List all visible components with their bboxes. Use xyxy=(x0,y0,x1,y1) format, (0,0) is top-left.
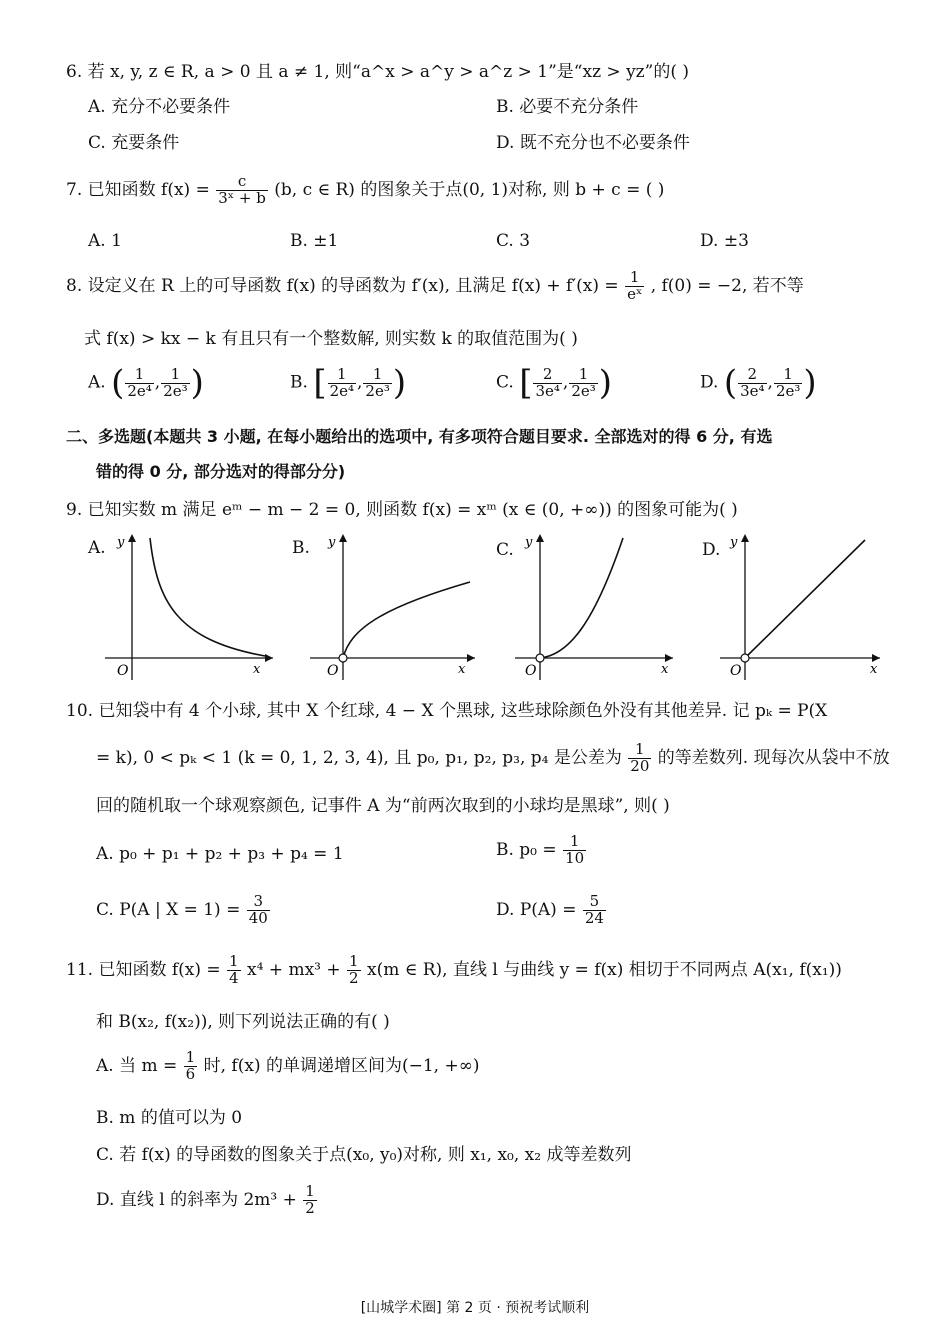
q11-a-prefix: A. 当 m = xyxy=(96,1055,178,1076)
q8-c-num1: 2 xyxy=(533,367,561,384)
q9-graph-b xyxy=(310,530,480,680)
q10-frac-den: 20 xyxy=(630,756,650,775)
q8-c-right: ) xyxy=(598,363,613,403)
graph-b-curve xyxy=(343,582,470,658)
q9-option-c-label: C. xyxy=(496,540,514,560)
q8-c-den1: 3e⁴ xyxy=(535,381,560,400)
q7-fraction xyxy=(216,174,268,207)
q8-option-b: B. [ $\frac{1}{\text{2e⁴}}$ , $\frac{1}{\text{2e³}}$ ) xyxy=(290,363,407,403)
graph-a-origin: O xyxy=(117,663,129,679)
q10-stem-line1: 10. 已知袋中有 4 个小球, 其中 X 个红球, 4 − X 个黑球, 这些球除颜色外没有其他差异. 记 pₖ = P(X xyxy=(66,701,828,721)
q11-a-den: 6 xyxy=(185,1064,196,1083)
q11-d-num: 1 xyxy=(305,1182,315,1200)
graph-d-y-arrow xyxy=(741,534,749,542)
q9-option-a-label: A. xyxy=(88,538,106,558)
q8-b-right: ) xyxy=(392,363,407,403)
q11-option-a xyxy=(96,1050,480,1083)
q8-d-num2: 1 xyxy=(774,367,802,384)
graph-d-line xyxy=(745,540,865,658)
q9-graph-d xyxy=(720,530,890,680)
q8-a-num1: 1 xyxy=(125,367,153,384)
q8-b-num1: 1 xyxy=(328,367,356,384)
graph-d-open-point xyxy=(741,654,749,662)
q8-d-den1: 3e⁴ xyxy=(740,381,765,400)
q8-d-right: ) xyxy=(803,363,817,403)
q10-option-c xyxy=(96,894,271,927)
q8-line1-suffix: , f(0) = −2, 若不等 xyxy=(650,275,804,296)
graph-d-x-arrow xyxy=(872,654,880,662)
q7-frac-den: 3ˣ + b xyxy=(218,188,266,207)
q8-b-left: [ xyxy=(313,363,327,403)
q9-stem: 9. 已知实数 m 满足 eᵐ − m − 2 = 0, 则函数 f(x) = xᵐ (x ∈ (0, +∞)) 的图象可能为( ) xyxy=(66,500,738,520)
q8-c-num2: 1 xyxy=(569,367,597,384)
q10-c-num: 3 xyxy=(247,894,270,911)
q8-a-left: ( xyxy=(111,363,125,403)
q11-f2-den: 2 xyxy=(349,968,359,987)
q10-b-prefix: B. p₀ = xyxy=(496,839,557,860)
q8-frac-den: eˣ xyxy=(627,284,643,303)
q10-c-den: 40 xyxy=(248,908,268,927)
q11-f1-num: 1 xyxy=(229,952,239,970)
q8-frac-num: 1 xyxy=(625,270,644,287)
q10-c-prefix: C. P(A | X = 1) = xyxy=(96,899,241,920)
q10-line2-prefix: = k), 0 < pₖ < 1 (k = 0, 1, 2, 3, 4), 且 p₀, p₁, p₂, p₃, p₄ 是公差为 xyxy=(96,747,622,768)
q8-a-den2: 2e³ xyxy=(163,381,188,400)
q8-option-d: D. ( $\frac{2}{\text{3e⁴}}$ , $\frac{1}{\text{2e³}}$ ) xyxy=(700,363,817,403)
q8-stem-line1 xyxy=(66,270,804,303)
graph-b-y-arrow xyxy=(339,534,347,542)
q11-stem-line2: 和 B(x₂, f(x₂)), 则下列说法正确的有( ) xyxy=(96,1012,390,1032)
q8-d-num1: 2 xyxy=(738,367,766,384)
q6-option-a: A. 充分不必要条件 xyxy=(88,97,231,117)
q11-f2-num: 1 xyxy=(349,952,359,970)
q8-d-den2: 2e³ xyxy=(775,381,801,400)
q6-stem: 6. 若 x, y, z ∈ R, a > 0 且 a ≠ 1, 则“a^x > a^y > a^z > 1”是“xz > yz”的( ) xyxy=(66,62,689,82)
q11-option-c: C. 若 f(x) 的导函数的图象关于点(x₀, y₀)对称, 则 x₁, x₀, x₂ 成等差数列 xyxy=(96,1145,632,1165)
q8-option-a-label: A. xyxy=(88,372,106,393)
q11-a-num: 1 xyxy=(185,1048,196,1066)
q8-b-den2: 2e³ xyxy=(365,381,390,400)
q8-a-num2: 1 xyxy=(161,367,189,384)
q8-fraction xyxy=(625,270,644,303)
q11-stem-line1 xyxy=(66,954,842,987)
q10-d-prefix: D. P(A) = xyxy=(496,899,577,920)
q8-option-c-label: C. xyxy=(496,372,514,393)
q11-option-d xyxy=(96,1184,318,1217)
page-footer: [山城学术圈] 第 2 页 · 预祝考试顺利 xyxy=(360,1300,590,1316)
q10-line2-suffix: 的等差数列. 现每次从袋中不放 xyxy=(657,747,890,768)
q7-frac-num: c xyxy=(216,174,268,191)
q10-frac-num: 1 xyxy=(628,742,651,759)
q8-option-c: C. [ $\frac{2}{\text{3e⁴}}$ , $\frac{1}{\text{2e³}}$ ) xyxy=(496,363,613,403)
q10-d-den: 24 xyxy=(584,908,604,927)
graph-c-y-label: y xyxy=(525,535,533,550)
graph-c-origin: O xyxy=(525,663,537,679)
q10-d-num: 5 xyxy=(583,894,606,911)
q10-stem-line3: 回的随机取一个球观察颜色, 记事件 A 为“前两次取到的小球均是黑球”, 则( ) xyxy=(96,796,670,816)
q6-option-c: C. 充要条件 xyxy=(88,133,180,153)
q11-a-suffix: 时, f(x) 的单调递增区间为(−1, +∞) xyxy=(203,1055,480,1076)
q8-c-left: [ xyxy=(519,363,533,403)
q6-option-b: B. 必要不充分条件 xyxy=(496,97,639,117)
graph-b-x-label: x xyxy=(458,662,466,677)
graph-b-x-arrow xyxy=(467,654,475,662)
q11-option-b: B. m 的值可以为 0 xyxy=(96,1108,243,1128)
q7-option-b: B. ±1 xyxy=(290,231,339,251)
q8-b-num2: 1 xyxy=(363,367,391,384)
q9-option-d-label: D. xyxy=(702,540,721,560)
q9-graph-c xyxy=(515,530,685,680)
q7-option-c: C. 3 xyxy=(496,231,531,251)
q10-option-b xyxy=(496,834,587,867)
graph-c-x-arrow xyxy=(665,654,673,662)
q9-option-b-label: B. xyxy=(292,538,310,558)
q8-line1-prefix: 8. 设定义在 R 上的可导函数 f(x) 的导函数为 f′(x), 且满足 f(x) + f′(x) = xyxy=(66,275,619,296)
q8-option-a: A. ( $\frac{1}{\text{2e⁴}}$ , $\frac{1}{\text{2e³}}$ ) xyxy=(88,363,204,403)
q8-option-b-label: B. xyxy=(290,372,308,393)
q11-line1-c: x(m ∈ R), 直线 l 与曲线 y = f(x) 相切于不同两点 A(x₁, f(x₁)) xyxy=(366,959,842,980)
q10-stem-line2 xyxy=(96,742,890,775)
graph-b-open-point xyxy=(339,654,347,662)
graph-a-curve xyxy=(150,538,265,656)
q8-stem-line2: 式 f(x) > kx − k 有且只有一个整数解, 则实数 k 的取值范围为( ) xyxy=(84,329,578,349)
graph-d-x-label: x xyxy=(870,662,878,677)
q10-b-den: 10 xyxy=(565,848,585,867)
q11-line1-b: x⁴ + mx³ + xyxy=(247,959,341,980)
graph-c-open-point xyxy=(536,654,544,662)
graph-c-x-label: x xyxy=(661,662,669,677)
q8-d-left: ( xyxy=(723,363,738,403)
q7-stem xyxy=(66,174,664,207)
q10-b-num: 1 xyxy=(563,834,586,851)
section2-header-line1: 二、多选题(本题共 3 小题, 在每小题给出的选项中, 有多项符合题目要求. 全部选对的得 6 分, 有选 xyxy=(66,427,773,446)
graph-b-origin: O xyxy=(327,663,339,679)
graph-a-x-label: x xyxy=(253,662,261,677)
q8-option-d-label: D. xyxy=(700,372,719,393)
graph-d-origin: O xyxy=(730,663,742,679)
q8-a-den1: 2e⁴ xyxy=(127,381,152,400)
graph-a-y-label: y xyxy=(117,535,125,550)
q7-option-d: D. ±3 xyxy=(700,231,749,251)
graph-d-y-label: y xyxy=(730,535,738,550)
graph-c-curve xyxy=(540,538,623,658)
q9-graph-a xyxy=(105,530,275,680)
q10-option-a: A. p₀ + p₁ + p₂ + p₃ + p₄ = 1 xyxy=(96,844,344,864)
q6-option-d: D. 既不充分也不必要条件 xyxy=(496,133,690,153)
graph-a-y-arrow xyxy=(128,534,136,542)
graph-c-y-arrow xyxy=(536,534,544,542)
q11-d-prefix: D. 直线 l 的斜率为 2m³ + xyxy=(96,1189,297,1210)
q10-option-d xyxy=(496,894,607,927)
graph-a-x-arrow xyxy=(265,654,273,662)
graph-b-y-label: y xyxy=(328,535,336,550)
section2-header-line2: 错的得 0 分, 部分选对的得部分分) xyxy=(96,462,346,481)
q8-b-den1: 2e⁴ xyxy=(329,381,355,400)
q11-d-den: 2 xyxy=(305,1198,315,1217)
q7-option-a: A. 1 xyxy=(88,231,122,251)
q8-a-right: ) xyxy=(190,363,204,403)
q7-suffix: (b, c ∈ R) 的图象关于点(0, 1)对称, 则 b + c = ( ) xyxy=(274,179,665,200)
q11-line1-a: 11. 已知函数 f(x) = xyxy=(66,959,221,980)
q7-prefix: 7. 已知函数 f(x) = xyxy=(66,179,210,200)
q11-f1-den: 4 xyxy=(229,968,239,987)
q8-c-den2: 2e³ xyxy=(571,381,596,400)
